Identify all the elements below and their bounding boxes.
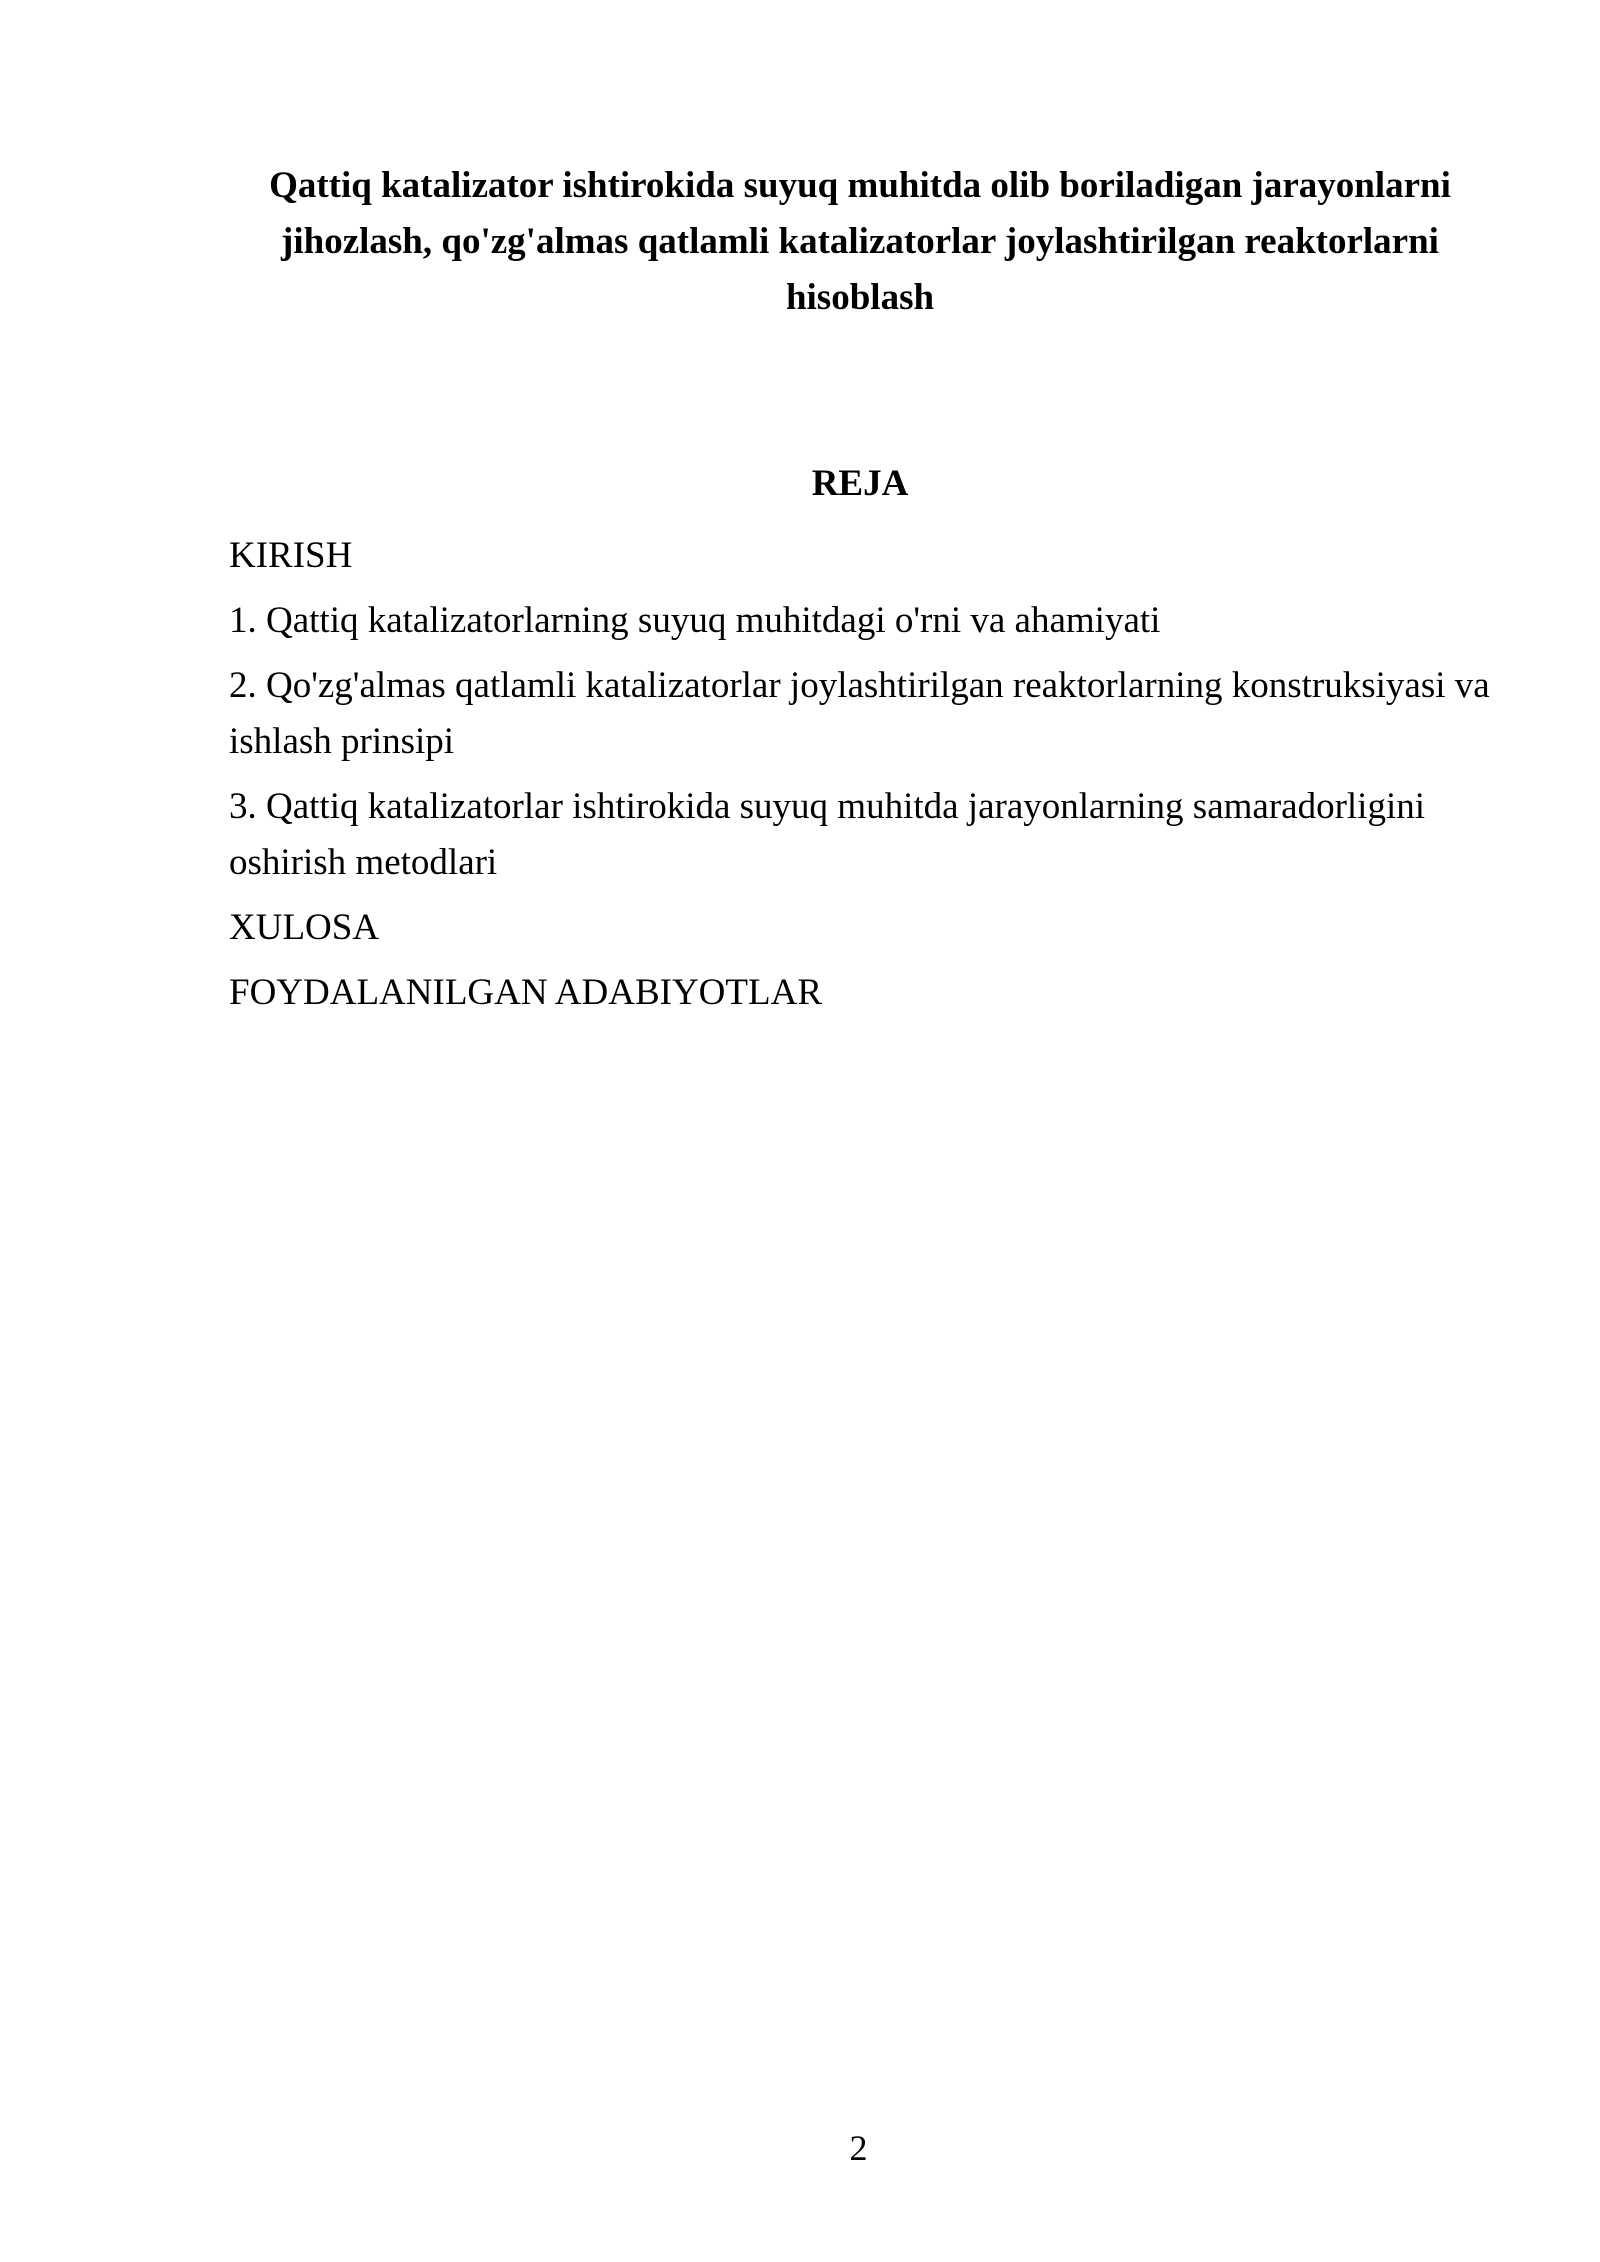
plan-heading: REJA xyxy=(811,463,909,504)
page-number: 2 xyxy=(849,2128,868,2168)
plan-item-references: FOYDALANILGAN ADABIYOTLAR xyxy=(229,972,822,1013)
plan-list xyxy=(229,528,1491,1030)
plan-item-introduction: KIRISH xyxy=(229,535,353,576)
plan-item-section-3: 3. Qattiq katalizatorlar ishtirokida suyuq muhitda jarayonlarning samaradorligini oshirish metodlari xyxy=(229,786,1426,883)
plan-item-conclusion: XULOSA xyxy=(229,907,380,948)
plan-item-section-2: 2. Qo'zg'almas qatlamli katalizatorlar joylashtirilgan reaktorlarning konstruksiyasi va ishlash prinsipi xyxy=(229,665,1490,762)
plan-item-section-1: 1. Qattiq katalizatorlarning suyuq muhitdagi o'rni va ahamiyati xyxy=(229,600,1161,641)
document-title: Qattiq katalizator ishtirokida suyuq muhitda olib boriladigan jarayonlarni jihozlash, qo'zg'almas qatlamli katalizatorlar joylashtirilgan reaktorlarni hisoblash xyxy=(269,165,1451,318)
